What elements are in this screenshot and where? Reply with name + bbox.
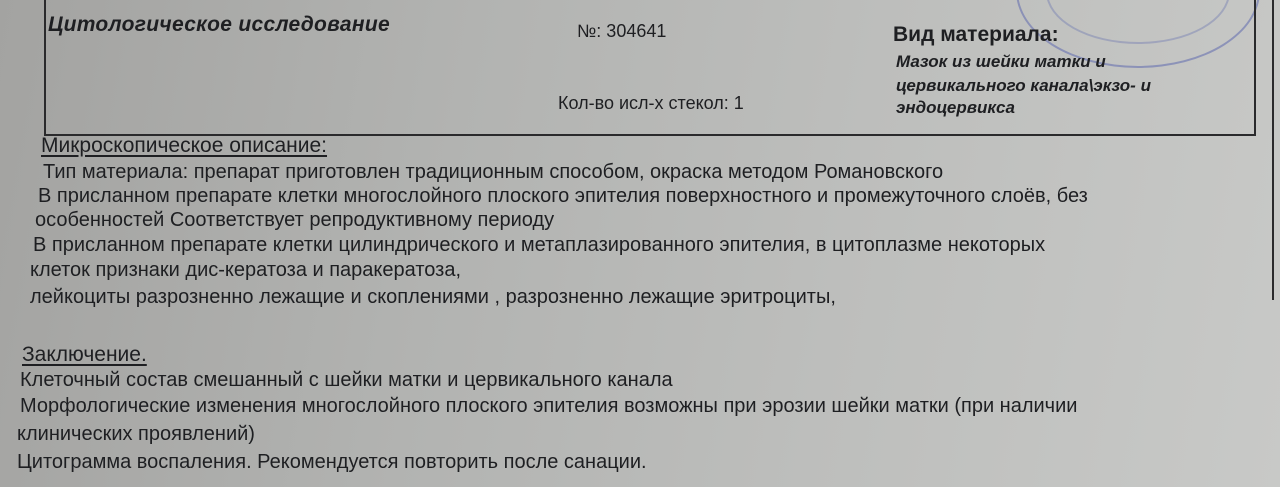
material-type-line: Мазок из шейки матки и [896, 52, 1106, 71]
table-right-border [1254, 0, 1256, 136]
microscopy-line: В присланном препарате клетки многослойного плоского эпителия поверхностного и промежуточного слоёв, без [38, 185, 1088, 207]
conclusion-line: Клеточный состав смешанный с шейки матки и цервикального канала [20, 369, 673, 391]
page-right-edge-line [1272, 0, 1274, 300]
conclusion-line: клинических проявлений) [17, 423, 255, 445]
material-type-line: цервикального канала\экзо- и [896, 76, 1151, 95]
conclusion-line: Морфологические изменения многослойного плоского эпителия возможны при эрозии шейки матки (при наличии [20, 395, 1078, 417]
report-title: Цитологическое исследование [48, 13, 390, 36]
microscopy-heading: Микроскопическое описание: [41, 134, 328, 157]
microscopy-line: В присланном препарате клетки цилиндрического и метаплазированного эпителия, в цитоплазме некоторых [33, 234, 1046, 256]
microscopy-line: Тип материала: препарат приготовлен традиционным способом, окраска методом Романовского [43, 161, 944, 183]
report-number: №: 304641 [577, 21, 667, 41]
material-type-label: Вид материала: [893, 23, 1059, 46]
slides-count: Кол-во исл-х стекол: 1 [558, 93, 744, 113]
conclusion-line: Цитограмма воспаления. Рекомендуется повторить после санации. [17, 451, 647, 473]
microscopy-line: лейкоциты разрозненно лежащие и скоплениями , разрозненно лежащие эритроциты, [30, 286, 836, 308]
microscopy-line: особенностей Соответствует репродуктивному периоду [35, 209, 555, 231]
microscopy-line: клеток признаки дис-кератоза и паракератоза, [30, 259, 462, 281]
table-left-border [44, 0, 46, 136]
material-type-line: эндоцервикса [896, 98, 1015, 117]
conclusion-heading: Заключение. [22, 343, 147, 366]
